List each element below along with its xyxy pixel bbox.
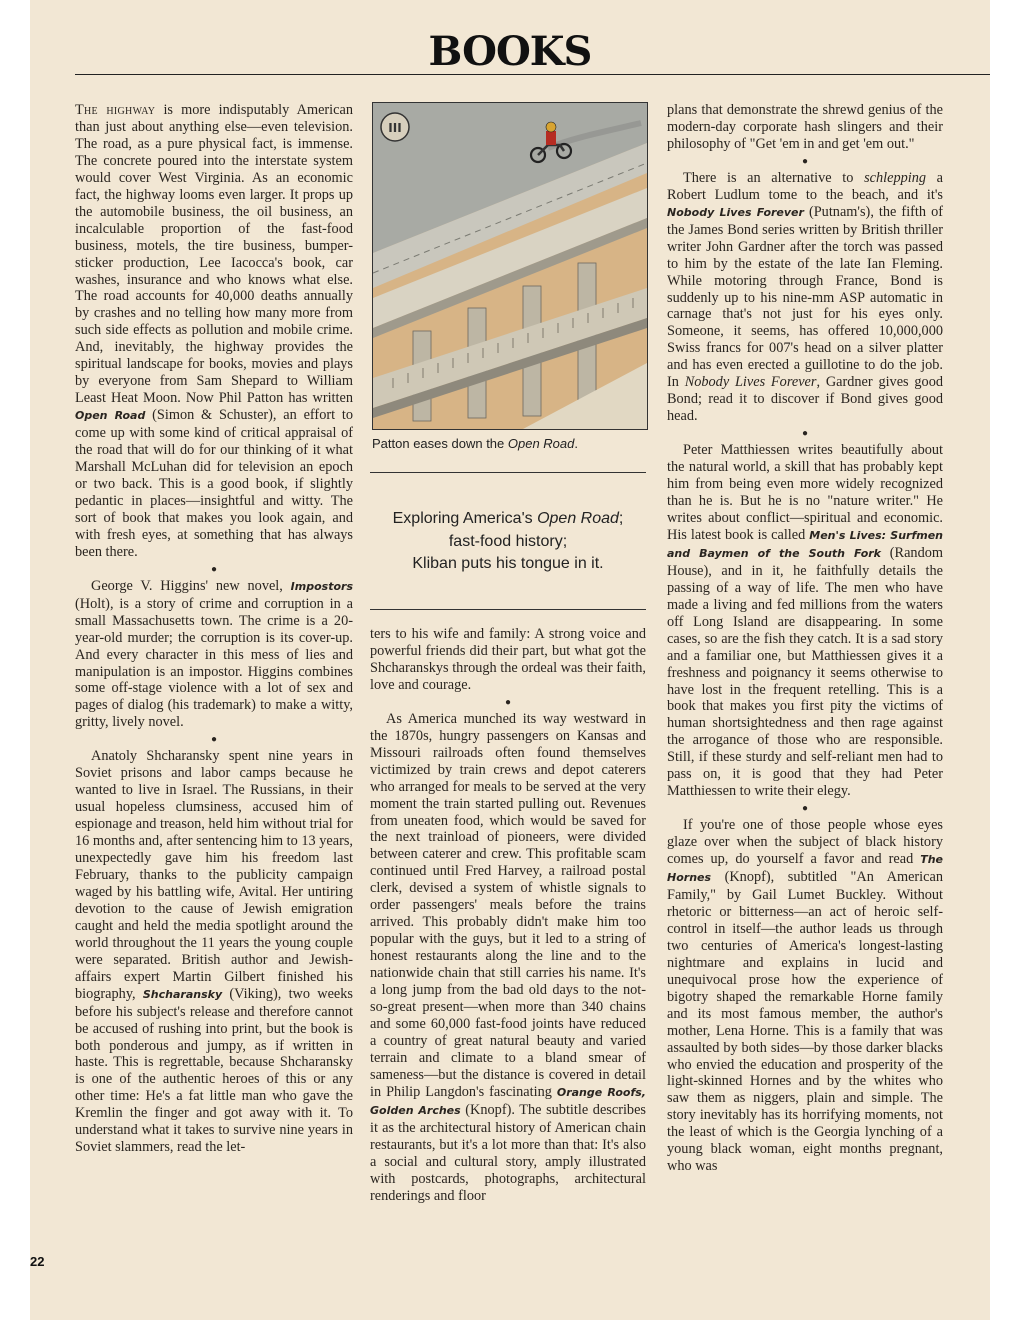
body-text: If you're one of those people whose eyes glaze over when the subject of black history comes up, do yourself a favor and read [667, 817, 943, 868]
svg-text:III: III [388, 121, 402, 135]
caption-title: Open Road [507, 436, 575, 451]
italic-title: Nobody Lives Forever [684, 374, 817, 391]
review-orange-roofs [370, 711, 646, 1205]
pull-quote-bottom-rule [370, 609, 646, 610]
review-nobody-lives-forever [667, 170, 943, 425]
body-text: (Viking), two weeks before his subject's release and therefore cannot be accused of rushing into print, but the book is both ponderous and jumpy, as if written in haste. This is regrettable, because Shcharansky is one of the authentic heroes of this or any other time: He's a fat little man who gave the Kremlin the finger and got away with it. To understand what it takes to survive nine years in Soviet slammers, read the let- [75, 985, 353, 1156]
section-bullet: ● [801, 428, 809, 440]
caption-text: Patton eases down the [372, 436, 508, 451]
section-bullet: ● [210, 734, 218, 746]
book-title: The Hornes [667, 853, 943, 885]
body-text: Peter Matthiessen writes beautifully about the natural world, a skill that has probably kept him from being even more widely recognized than he is. But he is no "nature writer." He writes about conflict—spiritual and economic. His latest book is called [667, 442, 943, 543]
section-bullet: ● [504, 696, 512, 708]
body-text: a Robert Ludlum tome to the beach, and it's [667, 169, 944, 203]
book-title: Shcharansky [142, 987, 223, 1001]
pull-quote [370, 508, 646, 576]
review-the-hornes [667, 817, 943, 1175]
review-orange-roofs-continued: plans that demonstrate the shrewd genius of the modern-day corporate hash slingers and their philosophy of "Get 'em in and get 'em out." [667, 102, 943, 152]
illustration-caption [372, 436, 578, 451]
body-text: Anatoly Shcharansky spent nine years in Soviet prisons and labor camps because he wanted to live in Israel. The Russians, in their usual hopeless clumsiness, accused him of espionage and treason, held him without trial for 16 months and, after sentencing him to 13 years, unexpectedly gave him his freedom last February, thanks to the publicity campaign waged by his battling wife, Avital. Her untiring devotion to the cause of Jewish emigration caught and held the media spotlight around the world throughout the 11 years the young couple were separated. British author and Jewish-affairs expert Martin Gilbert finished his biography, [75, 748, 353, 1002]
article-column-1 [75, 102, 353, 1156]
book-title: Men's Lives: Surfmen and Baymen of the South Fork [667, 528, 943, 560]
section-bullet: ● [210, 563, 218, 575]
article-column-2 [370, 626, 646, 1204]
section-title: BOOKS [428, 28, 592, 75]
body-text: As America munched its way westward in the 1870s, hungry passengers on Kansas and Missouri railroads often found themselves victimized by train crews and depot caterers who arranged for meals to be served at the very moment the train started pulling out. Revenues from uneaten food, which would be saved for the next trainload of pioneers, were divided between caterer and crew. This profitable scam continued until Fred Harvey, a railroad postal clerk, devised a system of whistle signals to order passengers' meals before the trains arrived. This probably didn't make him too popular with the guys, but it led to a string of honest restaurants along the line and to the nationwide chain that still carries his name. It's a long jump from the bad old days to the not-so-great present—when more than 340 chains and some 60,000 fast-food joints have reduced a country of great natural beauty and varied terrain and climate to a bland smear of sameness—but the distance is covered in detail in Philip Langdon's fascinating [370, 710, 646, 1100]
highway-illustration [372, 102, 648, 430]
body-text: (Knopf). The subtitle describes it as the architectural history of American chain restaurants, but it's a lot more than that: It's also a social and cultural story, amply illustrated with postcards, photographs, architectural renderings and floor [370, 1101, 646, 1204]
pull-quote-text: Exploring America's [392, 510, 538, 527]
body-text: (Random House), and in it, he faithfully details the passing of a way of life. The men who have made a living and fed millions from the waters off Long Island are disappearing. In some cases, so are the fish they catch. It is a sad story and a familiar one, but Matthiessen gives it a freshness and poignancy it seems otherwise to have lost in the frequent retelling. This is a book that makes you first pity the victims of human shortsightedness and then rage against the arrogance of those who are responsible. Still, if these sturdy and self-reliant men had to pass on, it is good that they had Peter Matthiessen to write their elegy. [667, 544, 943, 800]
header-rule [75, 74, 990, 75]
review-highway [75, 102, 353, 561]
lead-in: The highway [75, 102, 156, 118]
book-title: Orange Roofs, Golden Arches [370, 1085, 646, 1117]
body-text: is more indisputably American than just about anything else—even television. The road, as a pure physical fact, is immense. The concrete poured into the interstate system would cover West Virginia. As an economic fact, the highway looms even larger. It props up the automobile business, the oil business, an incalculable proportion of the fast-food business, motels, the tire business, bumper-sticker production, Lee Iacocca's book, car washes, insurance and who knows what else. The road accounts for 40,000 deaths annually by crashes and no telling how many more from such side effects as pollution and mobile crime. And, inevitably, the highway provides the spiritual landscape for books, movies and plays by everyone from Sam Shepard to William Least Heat Moon. Now Phil Patton has written [75, 102, 353, 407]
body-text: (Holt), is a story of crime and corruption in a small Massachusetts town. The crime is a 20-year-old murder; the corruption is its cover-up. And every character in this mess of lies and manipulation is an impostor. Higgins combines some off-stage violence with a lot of sex and pages of dialog (his trademark) to make a witty, gritty, lively novel. [75, 595, 353, 731]
article-column-3 [667, 102, 943, 1175]
pull-quote-top-rule [370, 472, 646, 473]
pull-quote-text: ; fast-food history; Kliban puts his tongue in it. [412, 510, 624, 572]
body-text: , Gardner gives good Bond; read it to discover if Bond gives good head. [667, 374, 943, 425]
book-title: Open Road [75, 409, 146, 423]
section-bullet: ● [801, 803, 809, 815]
review-shcharansky-continued: ters to his wife and family: A strong voice and powerful friends did their part, but what got the Shcharanskys through the ordeal was their faith, love and courage. [370, 626, 646, 693]
review-shcharansky [75, 748, 353, 1156]
body-text: (Simon & Schuster), an effort to come up with some kind of critical appraisal of the road that will do for our thinking of it what Marshall McLuhan did for television an epoch or two back. This is a good book, if slightly pedantic in places—insightful and witty. The sort of book that makes you look again, and with fresh eyes, at something that has always been there. [75, 407, 353, 560]
review-impostors [75, 578, 353, 732]
book-title: Nobody Lives Forever [667, 205, 804, 219]
review-mens-lives [667, 442, 943, 800]
italic-word: schlepping [864, 169, 927, 186]
book-title: Impostors [290, 579, 353, 593]
pull-quote-title: Open Road [537, 510, 619, 527]
section-bullet: ● [801, 155, 809, 167]
body-text: George V. Higgins' new novel, [91, 577, 291, 594]
body-text: There is an alternative to [683, 169, 865, 186]
magazine-page [30, 0, 990, 1320]
caption-text: . [574, 436, 578, 451]
highway-interchange-illustration [373, 103, 647, 429]
body-text: (Knopf), subtitled "An American Family," by Gail Lumet Buckley. Without rhetoric or bitterness—an act of heroic self-control in itself—the author leads us through two centuries of America's longest-lasting nightmare and explains in lucid and unequivocal prose how the experience of bigotry shaped the remarkable Horne family and its most famous member, the author's mother, Lena Horne. This is a family that was assaulted by both sides—by those darker blacks who envied the education and prosperity of the light-skinned Hornes and by the whites who saw them as niggers, plain and simple. The story inevitably has its horrifying moments, not the least of which is the Georgia lynching of a young black woman, eight months pregnant, who was [667, 869, 943, 1175]
page-number: 22 [30, 1254, 45, 1269]
body-text: (Putnam's), the fifth of the James Bond series written by British thriller writer John Gardner after the torch was passed to him by the estate of the late Ian Fleming. While motoring through France, Bond is suddenly up to his nine-mm ASP automatic in carnage that's not just for his eyes only. Someone, it seems, has offered 10,000,000 Swiss francs for 007's head on a silver platter and has even erected a guillotine to do the job. In [667, 203, 943, 391]
